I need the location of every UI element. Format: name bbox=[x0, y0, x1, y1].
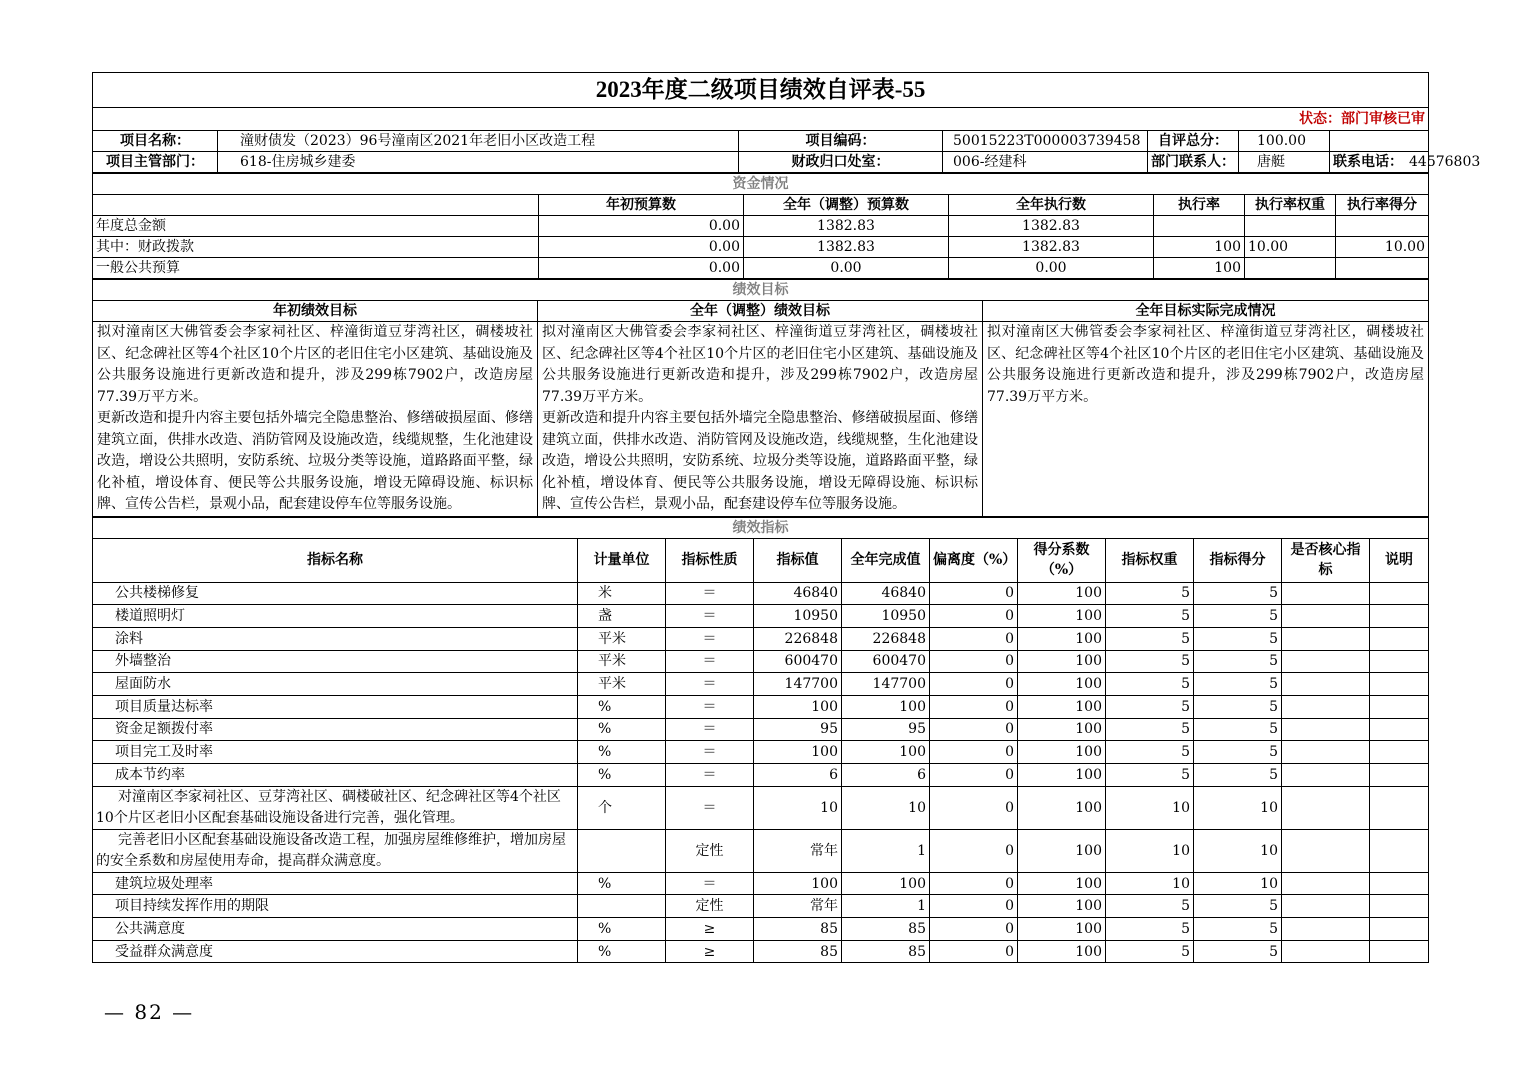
indicator-score: 5 bbox=[1194, 695, 1282, 718]
indicator-row bbox=[93, 605, 1429, 628]
indicator-coef: 100 bbox=[1018, 673, 1106, 696]
funds-weight: 10.00 bbox=[1245, 237, 1336, 258]
indicator-name: 项目持续发挥作用的期限 bbox=[93, 895, 578, 918]
indicator-dev: 0 bbox=[930, 582, 1018, 605]
indicator-weight: 5 bbox=[1106, 940, 1194, 963]
indicator-target: 6 bbox=[754, 764, 842, 787]
indicator-nature: ＝ bbox=[666, 650, 754, 673]
funds-row bbox=[93, 258, 1429, 279]
indicator-dev: 0 bbox=[930, 605, 1018, 628]
indicator-target: 147700 bbox=[754, 673, 842, 696]
funds-initial: 0.00 bbox=[539, 237, 744, 258]
indicator-row bbox=[93, 718, 1429, 741]
indicator-target: 10 bbox=[754, 786, 842, 829]
indicator-dev: 0 bbox=[930, 940, 1018, 963]
indicator-actual: 147700 bbox=[842, 673, 930, 696]
indicator-target: 100 bbox=[754, 741, 842, 764]
indicator-note bbox=[1370, 918, 1429, 941]
indicator-nature: ＝ bbox=[666, 605, 754, 628]
indicator-row bbox=[93, 940, 1429, 963]
ind-header-score: 指标得分 bbox=[1194, 538, 1282, 582]
indicator-core bbox=[1282, 786, 1370, 829]
indicator-core bbox=[1282, 918, 1370, 941]
indicator-dev: 0 bbox=[930, 829, 1018, 872]
phone-label: 联系电话： bbox=[1333, 154, 1403, 170]
indicator-unit: % bbox=[578, 718, 666, 741]
indicator-weight: 5 bbox=[1106, 918, 1194, 941]
indicator-row bbox=[93, 650, 1429, 673]
indicator-nature: ＝ bbox=[666, 786, 754, 829]
indicator-name: 屋面防水 bbox=[93, 673, 578, 696]
indicator-target: 常年 bbox=[754, 895, 842, 918]
indicator-core bbox=[1282, 695, 1370, 718]
indicators-section-title: 绩效指标 bbox=[93, 517, 1429, 538]
indicator-row bbox=[93, 695, 1429, 718]
indicator-target: 10950 bbox=[754, 605, 842, 628]
indicator-dev: 0 bbox=[930, 872, 1018, 895]
indicator-weight: 10 bbox=[1106, 872, 1194, 895]
indicator-nature: 定性 bbox=[666, 829, 754, 872]
indicator-score: 5 bbox=[1194, 741, 1282, 764]
indicator-coef: 100 bbox=[1018, 718, 1106, 741]
indicator-weight: 10 bbox=[1106, 829, 1194, 872]
indicator-core bbox=[1282, 582, 1370, 605]
funds-header-adjusted: 全年（调整）预算数 bbox=[744, 195, 949, 216]
indicator-target: 100 bbox=[754, 872, 842, 895]
indicator-weight: 5 bbox=[1106, 627, 1194, 650]
indicator-dev: 0 bbox=[930, 895, 1018, 918]
indicator-unit: % bbox=[578, 741, 666, 764]
indicator-unit: % bbox=[578, 764, 666, 787]
indicator-unit: 平米 bbox=[578, 650, 666, 673]
indicator-name: 涂料 bbox=[93, 627, 578, 650]
indicator-score: 10 bbox=[1194, 829, 1282, 872]
contact-label: 部门联系人： bbox=[1148, 152, 1239, 173]
indicator-score: 5 bbox=[1194, 627, 1282, 650]
funds-header-score: 执行率得分 bbox=[1336, 195, 1429, 216]
indicator-note bbox=[1370, 764, 1429, 787]
indicator-nature: ＝ bbox=[666, 764, 754, 787]
indicator-row bbox=[93, 673, 1429, 696]
indicator-note bbox=[1370, 895, 1429, 918]
indicator-name: 资金足额拨付率 bbox=[93, 718, 578, 741]
indicator-core bbox=[1282, 627, 1370, 650]
indicator-core bbox=[1282, 741, 1370, 764]
indicator-unit bbox=[578, 829, 666, 872]
indicator-nature: ＝ bbox=[666, 695, 754, 718]
funds-adjusted: 0.00 bbox=[744, 258, 949, 279]
indicator-core bbox=[1282, 829, 1370, 872]
ind-header-name: 指标名称 bbox=[93, 538, 578, 582]
indicator-core bbox=[1282, 895, 1370, 918]
indicator-row bbox=[93, 764, 1429, 787]
indicator-dev: 0 bbox=[930, 741, 1018, 764]
indicator-name: 项目质量达标率 bbox=[93, 695, 578, 718]
indicator-dev: 0 bbox=[930, 718, 1018, 741]
indicator-actual: 10 bbox=[842, 786, 930, 829]
indicator-name: 建筑垃圾处理率 bbox=[93, 872, 578, 895]
indicator-coef: 100 bbox=[1018, 741, 1106, 764]
indicator-actual: 100 bbox=[842, 741, 930, 764]
indicator-coef: 100 bbox=[1018, 829, 1106, 872]
indicator-target: 85 bbox=[754, 918, 842, 941]
indicator-coef: 100 bbox=[1018, 872, 1106, 895]
indicator-nature: ＝ bbox=[666, 741, 754, 764]
funds-weight bbox=[1245, 258, 1336, 279]
indicator-note bbox=[1370, 872, 1429, 895]
indicator-dev: 0 bbox=[930, 627, 1018, 650]
indicator-weight: 5 bbox=[1106, 764, 1194, 787]
indicator-unit: % bbox=[578, 695, 666, 718]
funds-section-title: 资金情况 bbox=[93, 174, 1429, 195]
indicators-table bbox=[92, 517, 1429, 964]
indicator-nature: ≥ bbox=[666, 940, 754, 963]
indicator-core bbox=[1282, 940, 1370, 963]
contact-value: 唐艇 bbox=[1239, 152, 1330, 173]
indicator-coef: 100 bbox=[1018, 650, 1106, 673]
ind-header-weight: 指标权重 bbox=[1106, 538, 1194, 582]
funds-header-rate: 执行率 bbox=[1154, 195, 1245, 216]
indicator-unit: 个 bbox=[578, 786, 666, 829]
indicator-name: 公共满意度 bbox=[93, 918, 578, 941]
funds-executed: 1382.83 bbox=[949, 216, 1154, 237]
funds-executed: 0.00 bbox=[949, 258, 1154, 279]
indicator-coef: 100 bbox=[1018, 786, 1106, 829]
indicator-actual: 226848 bbox=[842, 627, 930, 650]
project-name-value: 潼财债发（2023）96号潼南区2021年老旧小区改造工程 bbox=[218, 131, 739, 152]
indicator-actual: 95 bbox=[842, 718, 930, 741]
indicator-row bbox=[93, 829, 1429, 872]
ind-header-actual: 全年完成值 bbox=[842, 538, 930, 582]
funds-row-name: 一般公共预算 bbox=[93, 258, 539, 279]
funds-rate: 100 bbox=[1154, 258, 1245, 279]
indicator-note bbox=[1370, 718, 1429, 741]
indicator-nature: ≥ bbox=[666, 918, 754, 941]
header-table bbox=[92, 72, 1481, 173]
finance-value: 006-经建科 bbox=[943, 152, 1148, 173]
indicator-note bbox=[1370, 741, 1429, 764]
indicator-weight: 5 bbox=[1106, 895, 1194, 918]
indicator-note bbox=[1370, 605, 1429, 628]
indicator-unit: % bbox=[578, 872, 666, 895]
indicator-target: 95 bbox=[754, 718, 842, 741]
finance-label: 财政归口处室： bbox=[739, 152, 943, 173]
funds-adjusted: 1382.83 bbox=[744, 237, 949, 258]
ind-header-unit: 计量单位 bbox=[578, 538, 666, 582]
funds-row-name: 年度总金额 bbox=[93, 216, 539, 237]
indicators-body bbox=[93, 582, 1429, 963]
indicator-weight: 10 bbox=[1106, 786, 1194, 829]
indicator-actual: 85 bbox=[842, 940, 930, 963]
indicator-actual: 600470 bbox=[842, 650, 930, 673]
self-score-value: 100.00 bbox=[1239, 131, 1330, 152]
indicator-weight: 5 bbox=[1106, 605, 1194, 628]
funds-score: 10.00 bbox=[1336, 237, 1429, 258]
indicator-name: 项目完工及时率 bbox=[93, 741, 578, 764]
indicator-core bbox=[1282, 764, 1370, 787]
indicator-coef: 100 bbox=[1018, 940, 1106, 963]
dept-label: 项目主管部门： bbox=[93, 152, 218, 173]
indicator-row bbox=[93, 895, 1429, 918]
indicator-coef: 100 bbox=[1018, 764, 1106, 787]
funds-score bbox=[1336, 258, 1429, 279]
page-number: — 82 — bbox=[104, 1000, 195, 1024]
indicator-score: 5 bbox=[1194, 940, 1282, 963]
indicator-score: 5 bbox=[1194, 673, 1282, 696]
indicator-actual: 100 bbox=[842, 695, 930, 718]
status-badge: 状态：部门审核已审 bbox=[93, 108, 1429, 131]
indicator-nature: ＝ bbox=[666, 872, 754, 895]
indicator-name: 对潼南区李家祠社区、豆芽湾社区、碉楼破社区、纪念碑社区等4个社区10个片区老旧小区配套基础设施设备进行完善，强化管理。 bbox=[93, 786, 578, 829]
indicator-nature: 定性 bbox=[666, 895, 754, 918]
goals-table bbox=[92, 279, 1429, 517]
indicator-core bbox=[1282, 605, 1370, 628]
indicator-core bbox=[1282, 718, 1370, 741]
ind-header-core: 是否核心指标 bbox=[1282, 538, 1370, 582]
indicator-actual: 100 bbox=[842, 872, 930, 895]
goal-initial-text: 拟对潼南区大佛管委会李家祠社区、梓潼街道豆芽湾社区，碉楼坡社区、纪念碑社区等4个社区10个片区的老旧住宅小区建筑、基础设施及公共服务设施进行更新改造和提升，涉及299栋7902户，改造房屋77.39万平方米。 更新改造和提升内容主要包括外墙完全隐患整治、修缮破损屋面、修缮建筑立面，供排水改造、消防管网及设施改造，线缆规整，生化池建设改造，增设公共照明，安防系统、垃圾分类等设施，道路路面平整，绿化补植，增设体育、便民等公共服务设施，增设无障碍设施、标识标牌、宣传公告栏，景观小品，配套建设停车位等服务设施。 bbox=[93, 322, 538, 517]
indicator-target: 常年 bbox=[754, 829, 842, 872]
project-name-label: 项目名称： bbox=[93, 131, 218, 152]
indicator-note bbox=[1370, 582, 1429, 605]
indicator-name: 公共楼梯修复 bbox=[93, 582, 578, 605]
ind-header-nature: 指标性质 bbox=[666, 538, 754, 582]
indicator-score: 5 bbox=[1194, 895, 1282, 918]
indicator-nature: ＝ bbox=[666, 673, 754, 696]
indicator-actual: 6 bbox=[842, 764, 930, 787]
funds-table bbox=[92, 173, 1429, 279]
indicator-core bbox=[1282, 872, 1370, 895]
indicator-target: 226848 bbox=[754, 627, 842, 650]
goals-header-adjusted: 全年（调整）绩效目标 bbox=[538, 301, 983, 322]
indicator-note bbox=[1370, 695, 1429, 718]
indicator-note bbox=[1370, 829, 1429, 872]
page-title: 2023年度二级项目绩效自评表-55 bbox=[93, 73, 1429, 108]
indicator-coef: 100 bbox=[1018, 895, 1106, 918]
indicator-nature: ＝ bbox=[666, 582, 754, 605]
indicator-dev: 0 bbox=[930, 673, 1018, 696]
indicator-unit: 平米 bbox=[578, 627, 666, 650]
goals-header-actual: 全年目标实际完成情况 bbox=[983, 301, 1429, 322]
project-code-value: 50015223T000003739458 bbox=[943, 131, 1148, 152]
indicator-note bbox=[1370, 786, 1429, 829]
indicator-coef: 100 bbox=[1018, 627, 1106, 650]
indicator-name: 受益群众满意度 bbox=[93, 940, 578, 963]
indicator-target: 46840 bbox=[754, 582, 842, 605]
indicator-row bbox=[93, 627, 1429, 650]
ind-header-coefficient: 得分系数（%） bbox=[1018, 538, 1106, 582]
indicator-name: 外墙整治 bbox=[93, 650, 578, 673]
indicator-score: 5 bbox=[1194, 582, 1282, 605]
dept-value: 618-住房城乡建委 bbox=[218, 152, 739, 173]
ind-header-note: 说明 bbox=[1370, 538, 1429, 582]
indicator-dev: 0 bbox=[930, 786, 1018, 829]
indicator-target: 100 bbox=[754, 695, 842, 718]
ind-header-deviation: 偏离度（%） bbox=[930, 538, 1018, 582]
phone-cell bbox=[1330, 152, 1481, 173]
project-code-label: 项目编码： bbox=[739, 131, 943, 152]
indicator-weight: 5 bbox=[1106, 673, 1194, 696]
funds-row-name: 其中：财政拨款 bbox=[93, 237, 539, 258]
ind-header-target: 指标值 bbox=[754, 538, 842, 582]
indicator-weight: 5 bbox=[1106, 741, 1194, 764]
indicator-score: 5 bbox=[1194, 718, 1282, 741]
indicator-actual: 46840 bbox=[842, 582, 930, 605]
funds-row bbox=[93, 216, 1429, 237]
indicator-unit: % bbox=[578, 940, 666, 963]
indicator-actual: 10950 bbox=[842, 605, 930, 628]
indicator-weight: 5 bbox=[1106, 650, 1194, 673]
funds-rate bbox=[1154, 216, 1245, 237]
goals-header-initial: 年初绩效目标 bbox=[93, 301, 538, 322]
funds-header-initial: 年初预算数 bbox=[539, 195, 744, 216]
indicator-actual: 1 bbox=[842, 895, 930, 918]
indicator-dev: 0 bbox=[930, 650, 1018, 673]
indicator-nature: ＝ bbox=[666, 627, 754, 650]
indicator-score: 5 bbox=[1194, 650, 1282, 673]
indicator-unit bbox=[578, 895, 666, 918]
indicator-unit: % bbox=[578, 918, 666, 941]
self-score-label: 自评总分： bbox=[1148, 131, 1239, 152]
indicator-unit: 盏 bbox=[578, 605, 666, 628]
phone-value: 44576803 bbox=[1409, 154, 1481, 170]
indicator-score: 10 bbox=[1194, 786, 1282, 829]
funds-row bbox=[93, 237, 1429, 258]
indicator-note bbox=[1370, 940, 1429, 963]
indicator-score: 10 bbox=[1194, 872, 1282, 895]
goal-adjusted-text: 拟对潼南区大佛管委会李家祠社区、梓潼街道豆芽湾社区，碉楼坡社区、纪念碑社区等4个社区10个片区的老旧住宅小区建筑、基础设施及公共服务设施进行更新改造和提升，涉及299栋7902户，改造房屋77.39万平方米。 更新改造和提升内容主要包括外墙完全隐患整治、修缮破损屋面、修缮建筑立面，供排水改造、消防管网及设施改造，线缆规整，生化池建设改造，增设公共照明，安防系统、垃圾分类等设施，道路路面平整，绿化补植，增设体育、便民等公共服务设施，增设无障碍设施、标识标牌、宣传公告栏，景观小品，配套建设停车位等服务设施。 bbox=[538, 322, 983, 517]
funds-score bbox=[1336, 216, 1429, 237]
indicator-coef: 100 bbox=[1018, 918, 1106, 941]
indicator-weight: 5 bbox=[1106, 695, 1194, 718]
funds-header-executed: 全年执行数 bbox=[949, 195, 1154, 216]
funds-header-weight: 执行率权重 bbox=[1245, 195, 1336, 216]
indicator-row bbox=[93, 872, 1429, 895]
indicator-target: 600470 bbox=[754, 650, 842, 673]
goal-actual-text: 拟对潼南区大佛管委会李家祠社区、梓潼街道豆芽湾社区，碉楼坡社区、纪念碑社区等4个社区10个片区的老旧住宅小区建筑、基础设施及公共服务设施进行更新改造和提升，涉及299栋7902户，改造房屋77.39万平方米。 bbox=[983, 322, 1429, 517]
indicator-actual: 85 bbox=[842, 918, 930, 941]
indicator-coef: 100 bbox=[1018, 695, 1106, 718]
indicator-row bbox=[93, 582, 1429, 605]
indicator-dev: 0 bbox=[930, 695, 1018, 718]
indicator-weight: 5 bbox=[1106, 718, 1194, 741]
funds-rate: 100 bbox=[1154, 237, 1245, 258]
indicator-score: 5 bbox=[1194, 764, 1282, 787]
indicator-note bbox=[1370, 650, 1429, 673]
indicator-row bbox=[93, 918, 1429, 941]
indicator-row bbox=[93, 741, 1429, 764]
indicator-coef: 100 bbox=[1018, 605, 1106, 628]
indicator-dev: 0 bbox=[930, 918, 1018, 941]
indicator-note bbox=[1370, 673, 1429, 696]
indicator-name: 完善老旧小区配套基础设施设备改造工程，加强房屋维修维护，增加房屋的安全系数和房屋使用寿命，提高群众满意度。 bbox=[93, 829, 578, 872]
funds-initial: 0.00 bbox=[539, 216, 744, 237]
indicator-target: 85 bbox=[754, 940, 842, 963]
indicator-nature: ＝ bbox=[666, 718, 754, 741]
indicator-name: 楼道照明灯 bbox=[93, 605, 578, 628]
indicator-unit: 平米 bbox=[578, 673, 666, 696]
indicator-row bbox=[93, 786, 1429, 829]
indicator-note bbox=[1370, 627, 1429, 650]
indicator-coef: 100 bbox=[1018, 582, 1106, 605]
funds-weight bbox=[1245, 216, 1336, 237]
goals-section-title: 绩效目标 bbox=[93, 280, 1429, 301]
indicator-score: 5 bbox=[1194, 605, 1282, 628]
indicator-core bbox=[1282, 650, 1370, 673]
indicator-unit: 米 bbox=[578, 582, 666, 605]
funds-executed: 1382.83 bbox=[949, 237, 1154, 258]
indicator-score: 5 bbox=[1194, 918, 1282, 941]
evaluation-sheet bbox=[92, 72, 1481, 963]
indicator-name: 成本节约率 bbox=[93, 764, 578, 787]
indicator-dev: 0 bbox=[930, 764, 1018, 787]
indicator-actual: 1 bbox=[842, 829, 930, 872]
funds-adjusted: 1382.83 bbox=[744, 216, 949, 237]
indicator-core bbox=[1282, 673, 1370, 696]
funds-initial: 0.00 bbox=[539, 258, 744, 279]
indicator-weight: 5 bbox=[1106, 582, 1194, 605]
